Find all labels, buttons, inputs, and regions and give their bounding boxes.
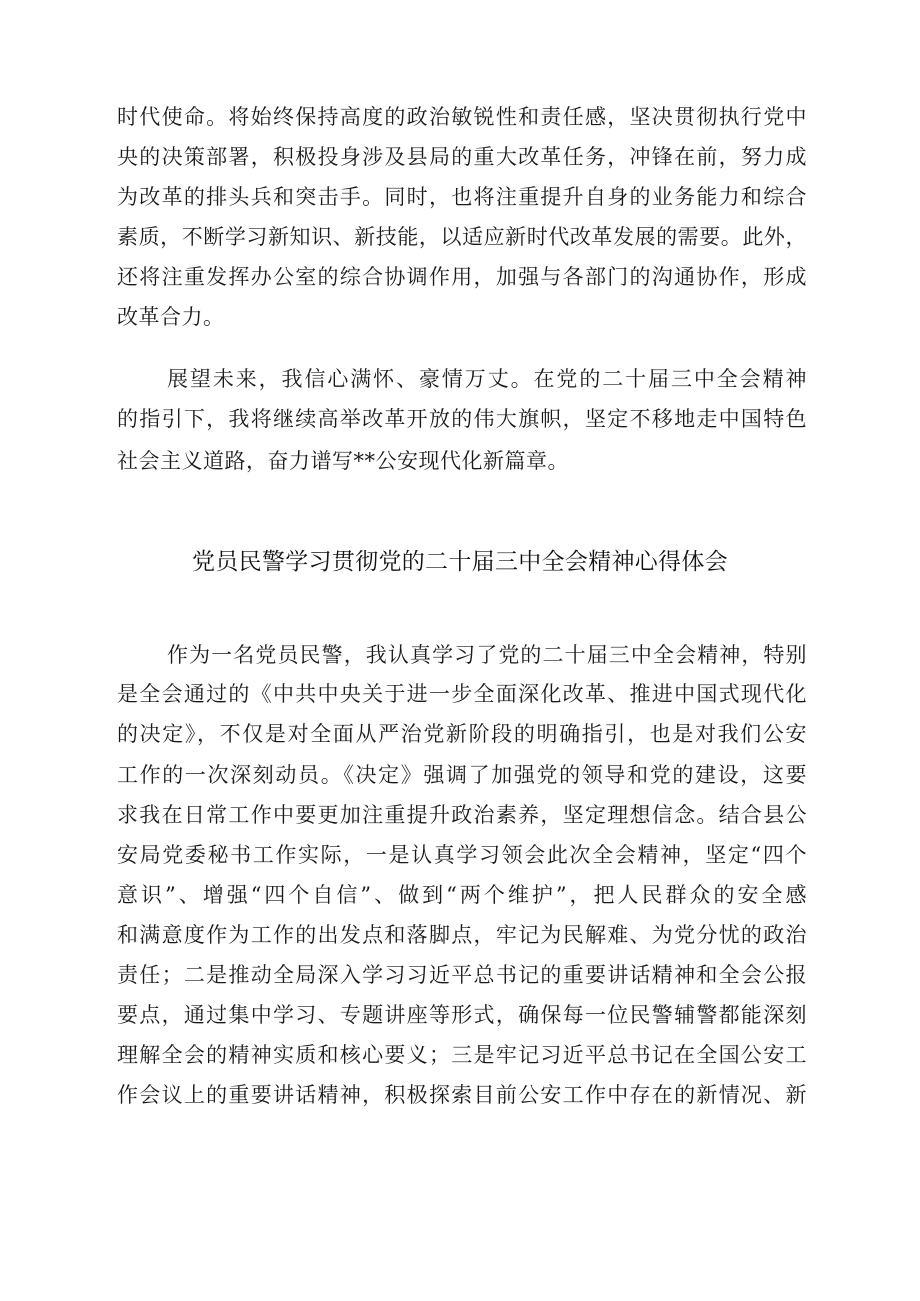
text-line: 和满意度作为工作的出发点和落脚点，牢记为民解难、为党分忧的政治 bbox=[117, 923, 807, 947]
text-line: 要点，通过集中学习、专题讲座等形式，确保每一位民警辅警都能深刻 bbox=[117, 1003, 807, 1027]
text-line: 意识”、增强“四个自信”、做到“两个维护”，把人民群众的安全感 bbox=[117, 883, 807, 907]
text-line: 为改革的排头兵和突击手。同时，也将注重提升自身的业务能力和综合 bbox=[117, 185, 807, 209]
text-line: 的决定》，不仅是对全面从严治党新阶段的明确指引，也是对我们公安 bbox=[117, 722, 807, 746]
text-line: 展望未来，我信心满怀、豪情万丈。在党的二十届三中全会精神 bbox=[167, 367, 807, 391]
text-line: 改革合力。 bbox=[117, 305, 225, 329]
text-line: 安局党委秘书工作实际，一是认真学习领会此次全会精神，坚定“四个 bbox=[117, 843, 807, 867]
text-line: 素质，不断学习新知识、新技能，以适应新时代改革发展的需要。此外， bbox=[117, 225, 807, 249]
text-line: 工作的一次深刻动员。《决定》强调了加强党的领导和党的建设，这要 bbox=[117, 763, 807, 787]
text-line: 时代使命。将始终保持高度的政治敏锐性和责任感，坚决贯彻执行党中 bbox=[117, 105, 807, 129]
text-line: 是全会通过的《中共中央关于进一步全面深化改革、推进中国式现代化 bbox=[117, 682, 807, 706]
text-line: 的指引下，我将继续高举改革开放的伟大旗帜，坚定不移地走中国特色 bbox=[117, 407, 807, 431]
text-line: 还将注重发挥办公室的综合协调作用，加强与各部门的沟通协作，形成 bbox=[117, 265, 807, 289]
text-line: 求我在日常工作中要更加注重提升政治素养，坚定理想信念。结合县公 bbox=[117, 803, 807, 827]
text-line: 作会议上的重要讲话精神，积极探索目前公安工作中存在的新情况、新 bbox=[117, 1083, 807, 1107]
text-line: 理解全会的精神实质和核心要义；三是牢记习近平总书记在全国公安工 bbox=[117, 1043, 807, 1067]
text-line: 作为一名党员民警，我认真学习了党的二十届三中全会精神，特别 bbox=[167, 643, 807, 667]
text-line: 央的决策部署，积极投身涉及县局的重大改革任务，冲锋在前，努力成 bbox=[117, 145, 807, 169]
section-title: 党员民警学习贯彻党的二十届三中全会精神心得体会 bbox=[192, 549, 728, 575]
text-line: 责任；二是推动全局深入学习习近平总书记的重要讲话精神和全会公报 bbox=[117, 963, 807, 987]
text-line: 社会主义道路，奋力谱写**公安现代化新篇章。 bbox=[117, 449, 569, 473]
